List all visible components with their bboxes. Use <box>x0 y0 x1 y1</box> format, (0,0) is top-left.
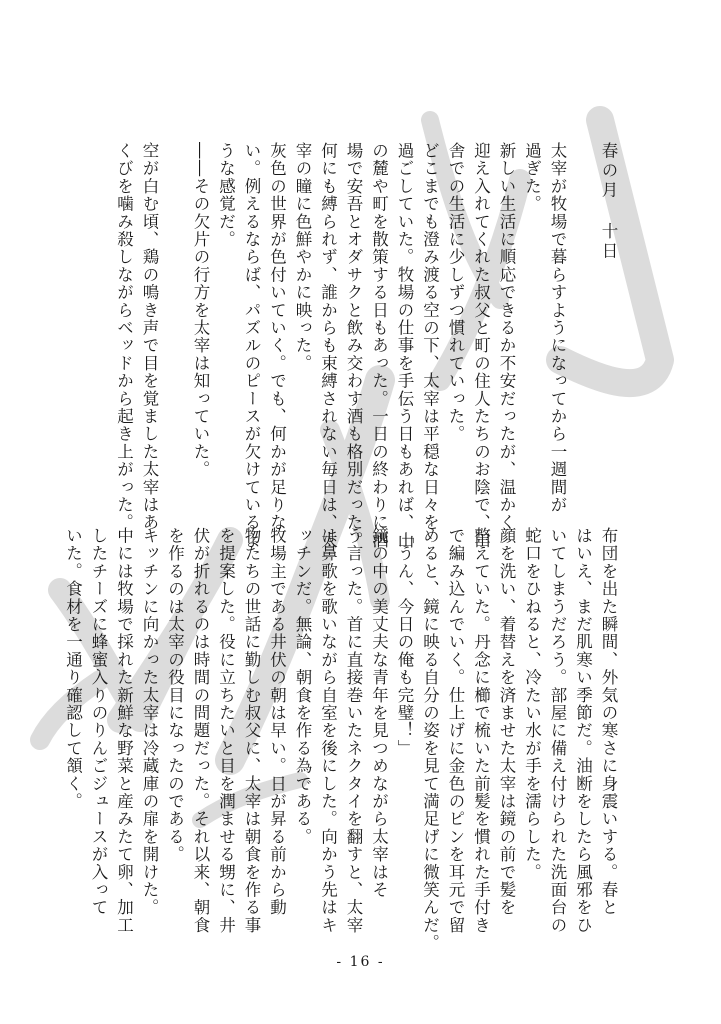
text-line: 伏が折れるのは時間の問題だった。それ以来、朝食 <box>191 527 210 935</box>
text-line: くびを噛み殺しながらベッドから起き上がった。 <box>114 142 134 532</box>
text-line: 鏡の中の美丈夫な青年を見つめながら太宰はそ <box>369 527 389 899</box>
chapter-heading <box>596 142 622 482</box>
text-line: 新しい生活に順応できるか不安だったが、温かく <box>497 142 516 532</box>
text-line: を作るのは太宰の役目になったのである。 <box>165 527 185 864</box>
text-line: うな感覚だ。 <box>216 142 236 249</box>
chapter-number: 十日 <box>599 222 618 262</box>
text-line: 過ごしていた。牧場の仕事を手伝う日もあれば、山 <box>395 142 414 550</box>
text-line: いてしまうだろう。部屋に備え付けられた洗面台の <box>548 527 567 935</box>
text-line: どこまでも澄み渡る空の下、太宰は平穏な日々を <box>420 142 440 532</box>
text-line: めると、鏡に映る自分の姿を見て満足げに微笑んだ。 <box>420 527 440 952</box>
text-line: を提案した。役に立ちたいと目を潤ませる甥に、井 <box>216 527 236 935</box>
text-line: 「うん、今日の俺も完璧！」 <box>395 527 414 758</box>
text-line: は鼻歌を歌いながら自室を後にした。向かう先はキ <box>318 527 338 935</box>
text-line: 牧場主である井伏の朝は早い。日が昇る前から動 <box>267 527 287 917</box>
text-line: 空が白む頃、鶏の鳴き声で目を覚ました太宰はあ <box>140 142 159 532</box>
text-line: 整えていた。丹念に櫛で梳いた前髪を慣れた手付き <box>471 527 491 935</box>
text-line: 灰色の世界が色付いていく。でも、何かが足りな <box>267 142 287 532</box>
text-line <box>570 142 596 482</box>
text-line: 物たちの世話に勤しむ叔父に、太宰は朝食を作る事 <box>242 527 261 935</box>
text-line: 舎での生活に少しずつ慣れていった。 <box>446 142 465 443</box>
text-line: の麓や町を散策する日もあった。一日の終わりに酒 <box>369 142 389 550</box>
text-line: 蛇口をひねると、冷たい水が手を濡らした。 <box>522 527 542 881</box>
text-line: い。例えるならば、パズルのピースが欠けているよ <box>242 142 261 550</box>
text-line: 宰の瞳に色鮮やかに映った。 <box>293 142 312 373</box>
text-line: いた。食材を一通り確認して頷く。 <box>63 527 83 811</box>
upper-text-block <box>111 142 621 550</box>
lower-text-block <box>60 527 621 952</box>
text-line: 過ぎた。 <box>522 142 542 213</box>
text-line: 何にも縛られず、誰からも束縛されない毎日は、太 <box>318 142 338 550</box>
text-line: 太宰が牧場で暮らすようになってから一週間が <box>548 142 567 514</box>
page-number: - 16 - <box>336 954 385 970</box>
text-line: う言った。首に直接巻いたネクタイを翻すと、太宰 <box>344 527 363 935</box>
text-line: ――その欠片の行方を太宰は知っていた。 <box>191 142 210 479</box>
text-line: キッチンに向かった太宰は冷蔵庫の扉を開けた。 <box>140 527 159 917</box>
text-line: で編み込んでいく。仕上げに金色のピンを耳元で留 <box>446 527 465 935</box>
text-line: 場で安吾とオダサクと飲み交わす酒も格別だった。 <box>344 142 363 550</box>
chapter-title: 春の月 <box>599 142 618 201</box>
text-line <box>162 142 188 482</box>
text-line: 迎え入れてくれた叔父と町の住人たちのお陰で、田 <box>471 142 491 550</box>
text-line: 顔を洗い、着替えを済ませた太宰は鏡の前で髪を <box>497 527 516 917</box>
text-line: 中には牧場で採れた新鮮な野菜と産みたて卵、加工 <box>114 527 134 935</box>
text-line: したチーズに蜂蜜入りのりんごジュースが入って <box>89 527 108 917</box>
text-line: 布団を出た瞬間、外気の寒さに身震いする。春と <box>599 527 618 917</box>
text-line: ッチンだ。無論、朝食を作る為である。 <box>293 527 312 846</box>
text-line: はいえ、まだ肌寒い季節だ。油断をしたら風邪をひ <box>573 527 593 935</box>
